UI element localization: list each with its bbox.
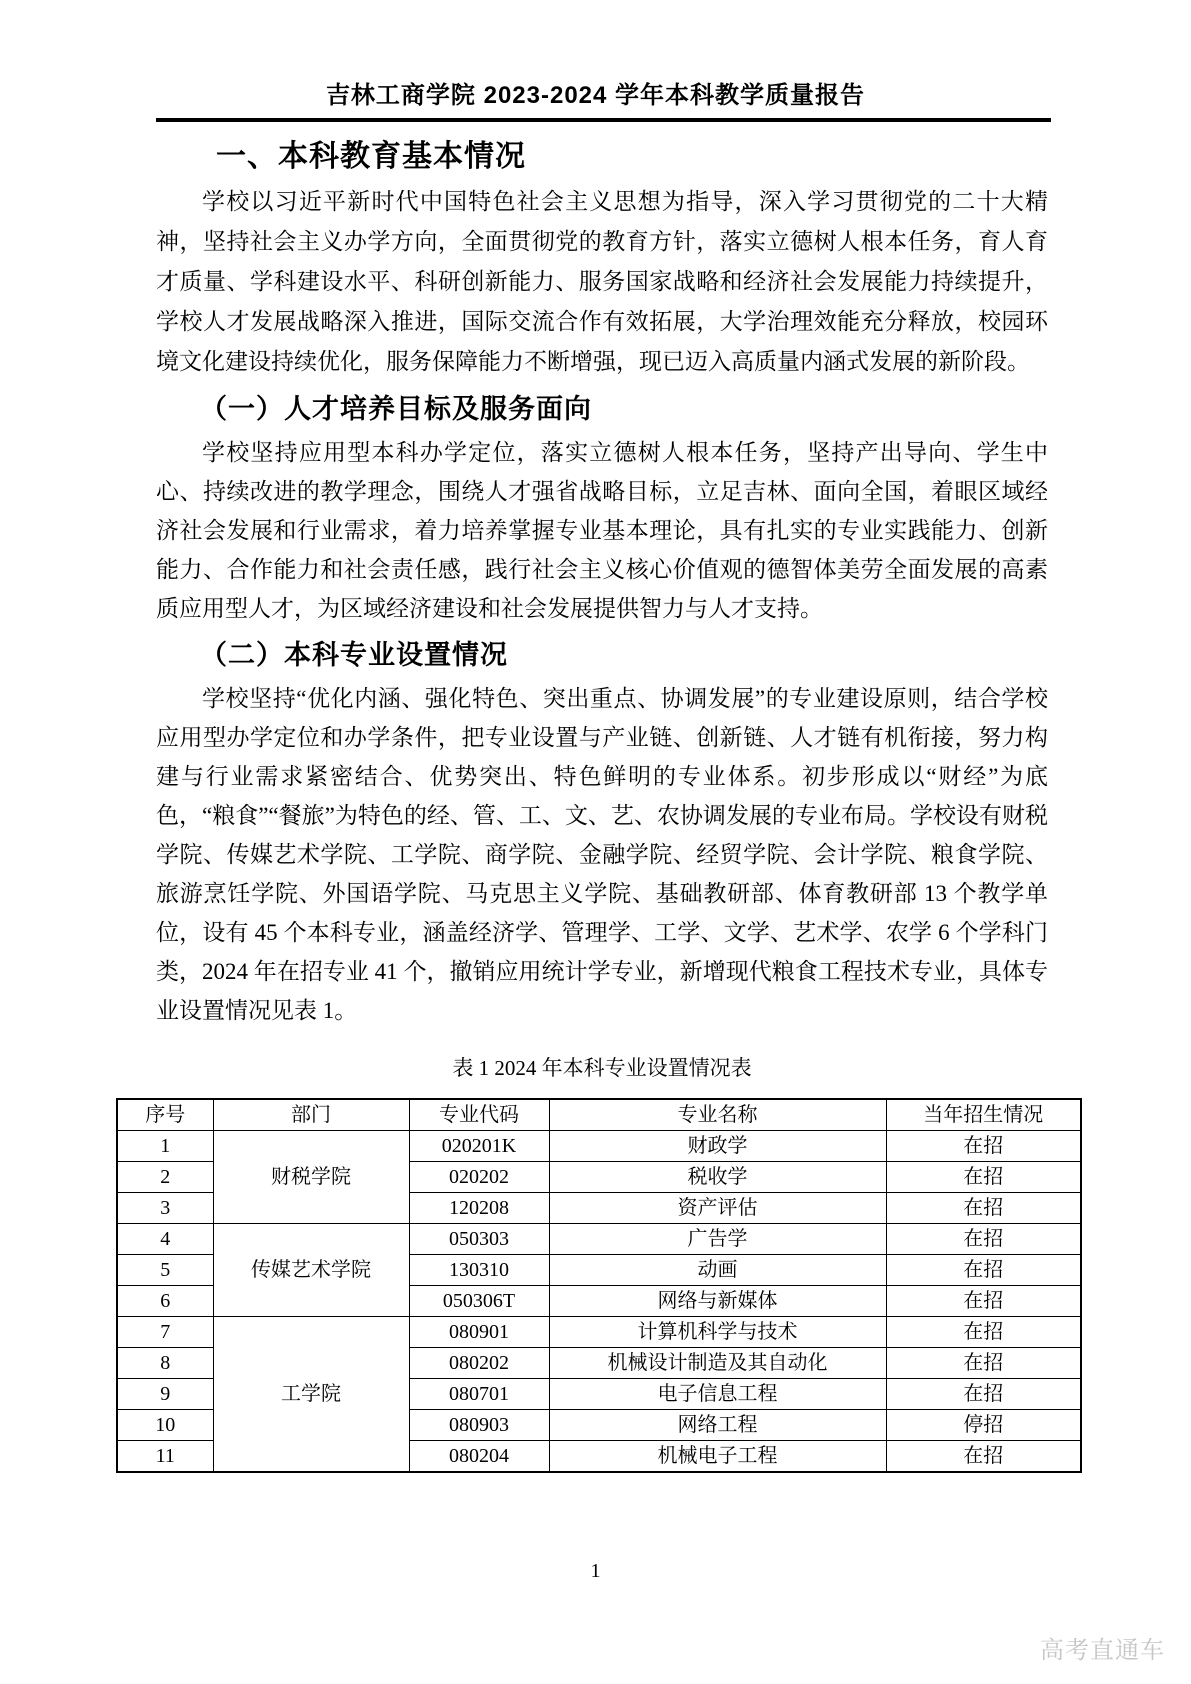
cell-major-code: 080204 [409, 1441, 549, 1473]
cell-enrollment-status: 停招 [886, 1410, 1081, 1441]
cell-serial-number: 8 [117, 1348, 213, 1379]
cell-major-code: 080202 [409, 1348, 549, 1379]
cell-major-name: 动画 [549, 1255, 886, 1286]
cell-serial-number: 4 [117, 1224, 213, 1255]
paragraph-overview: 学校以习近平新时代中国特色社会主义思想为指导，深入学习贯彻党的二十大精神，坚持社会主义办学方向，全面贯彻党的教育方针，落实立德树人根本任务，育人育才质量、学科建设水平、科研创新能力、服务国家战略和经济社会发展能力持续提升，学校人才发展战略深入推进，国际交流合作有效拓展，大学治理效能充分释放，校园环境文化建设持续优化，服务保障能力不断增强，现已迈入高质量内涵式发展的新阶段。 [156, 189, 1048, 374]
cell-major-name: 资产评估 [549, 1193, 886, 1224]
cell-enrollment-status: 在招 [886, 1162, 1081, 1193]
cell-major-code: 020201K [409, 1131, 549, 1162]
cell-enrollment-status: 在招 [886, 1255, 1081, 1286]
majors-table [116, 1098, 1082, 1473]
section-heading-basic-situation: 一、本科教育基本情况 [216, 140, 526, 173]
cell-enrollment-status: 在招 [886, 1348, 1081, 1379]
cell-major-name: 财政学 [549, 1131, 886, 1162]
table-caption: 表 1 2024 年本科专业设置情况表 [452, 1056, 752, 1080]
table-header-cell: 专业名称 [549, 1099, 886, 1131]
cell-major-code: 080901 [409, 1317, 549, 1348]
cell-major-code: 130310 [409, 1255, 549, 1286]
watermark: 高考直通车 [1040, 1637, 1165, 1664]
cell-serial-number: 3 [117, 1193, 213, 1224]
cell-major-name: 广告学 [549, 1224, 886, 1255]
table-header-cell: 序号 [117, 1099, 213, 1131]
table-row [117, 1224, 1081, 1255]
majors-table-head [117, 1099, 1081, 1131]
cell-serial-number: 6 [117, 1286, 213, 1317]
cell-major-name: 电子信息工程 [549, 1379, 886, 1410]
cell-major-name: 网络工程 [549, 1410, 886, 1441]
cell-major-name: 机械设计制造及其自动化 [549, 1348, 886, 1379]
cell-serial-number: 1 [117, 1131, 213, 1162]
page-number: 1 [590, 1560, 601, 1582]
cell-enrollment-status: 在招 [886, 1379, 1081, 1410]
cell-department: 工学院 [213, 1317, 409, 1473]
paragraph-major-setup: 学校坚持“优化内涵、强化特色、突出重点、协调发展”的专业建设原则，结合学校应用型办学定位和办学条件，把专业设置与产业链、创新链、人才链有机衔接，努力构建与行业需求紧密结合、优势突出、特色鲜明的专业体系。初步形成以“财经”为底色，“粮食”“餐旅”为特色的经、管、工、文、艺、农协调发展的专业布局。学校设有财税学院、传媒艺术学院、工学院、商学院、金融学院、经贸学院、会计学院、粮食学院、旅游烹饪学院、外国语学院、马克思主义学院、基础教研部、体育教研部 13 个教学单位，设有 45 个本科专业，涵盖经济学、管理学、工学、文学、艺术学、农学 6 个学科门类，2024 年在招专业 41 个，撤销应用统计学专业，新增现代粮食工程技术专业，具体专业设置情况见表 1。 [156, 686, 1048, 1023]
cell-enrollment-status: 在招 [886, 1286, 1081, 1317]
table-header-row [117, 1099, 1081, 1131]
table-row [117, 1131, 1081, 1162]
table-header-cell: 当年招生情况 [886, 1099, 1081, 1131]
cell-enrollment-status: 在招 [886, 1193, 1081, 1224]
cell-serial-number: 2 [117, 1162, 213, 1193]
page-header-title: 吉林工商学院 2023-2024 学年本科教学质量报告 [325, 82, 866, 109]
cell-major-code: 020202 [409, 1162, 549, 1193]
cell-department: 财税学院 [213, 1131, 409, 1224]
cell-major-code: 080701 [409, 1379, 549, 1410]
cell-major-code: 050303 [409, 1224, 549, 1255]
subsection-heading-training-goals: （一）人才培养目标及服务面向 [200, 394, 592, 424]
cell-serial-number: 7 [117, 1317, 213, 1348]
cell-major-code: 080903 [409, 1410, 549, 1441]
subsection-heading-major-setup: （二）本科专业设置情况 [200, 640, 508, 670]
cell-enrollment-status: 在招 [886, 1317, 1081, 1348]
cell-enrollment-status: 在招 [886, 1131, 1081, 1162]
majors-table-body [117, 1131, 1081, 1473]
cell-enrollment-status: 在招 [886, 1224, 1081, 1255]
cell-enrollment-status: 在招 [886, 1441, 1081, 1473]
cell-serial-number: 9 [117, 1379, 213, 1410]
cell-major-name: 计算机科学与技术 [549, 1317, 886, 1348]
cell-major-code: 120208 [409, 1193, 549, 1224]
cell-major-code: 050306T [409, 1286, 549, 1317]
cell-serial-number: 5 [117, 1255, 213, 1286]
page-content [145, 140, 1048, 1473]
header-rule [156, 118, 1051, 122]
cell-department: 传媒艺术学院 [213, 1224, 409, 1317]
cell-serial-number: 10 [117, 1410, 213, 1441]
cell-major-name: 税收学 [549, 1162, 886, 1193]
cell-major-name: 网络与新媒体 [549, 1286, 886, 1317]
cell-serial-number: 11 [117, 1441, 213, 1473]
cell-major-name: 机械电子工程 [549, 1441, 886, 1473]
table-header-cell: 部门 [213, 1099, 409, 1131]
paragraph-training-goals: 学校坚持应用型本科办学定位，落实立德树人根本任务，坚持产出导向、学生中心、持续改进的教学理念，围绕人才强省战略目标，立足吉林、面向全国，着眼区域经济社会发展和行业需求，着力培养掌握专业基本理论，具有扎实的专业实践能力、创新能力、合作能力和社会责任感，践行社会主义核心价值观的德智体美劳全面发展的高素质应用型人才，为区域经济建设和社会发展提供智力与人才支持。 [156, 440, 1048, 621]
table-row [117, 1317, 1081, 1348]
table-header-cell: 专业代码 [409, 1099, 549, 1131]
